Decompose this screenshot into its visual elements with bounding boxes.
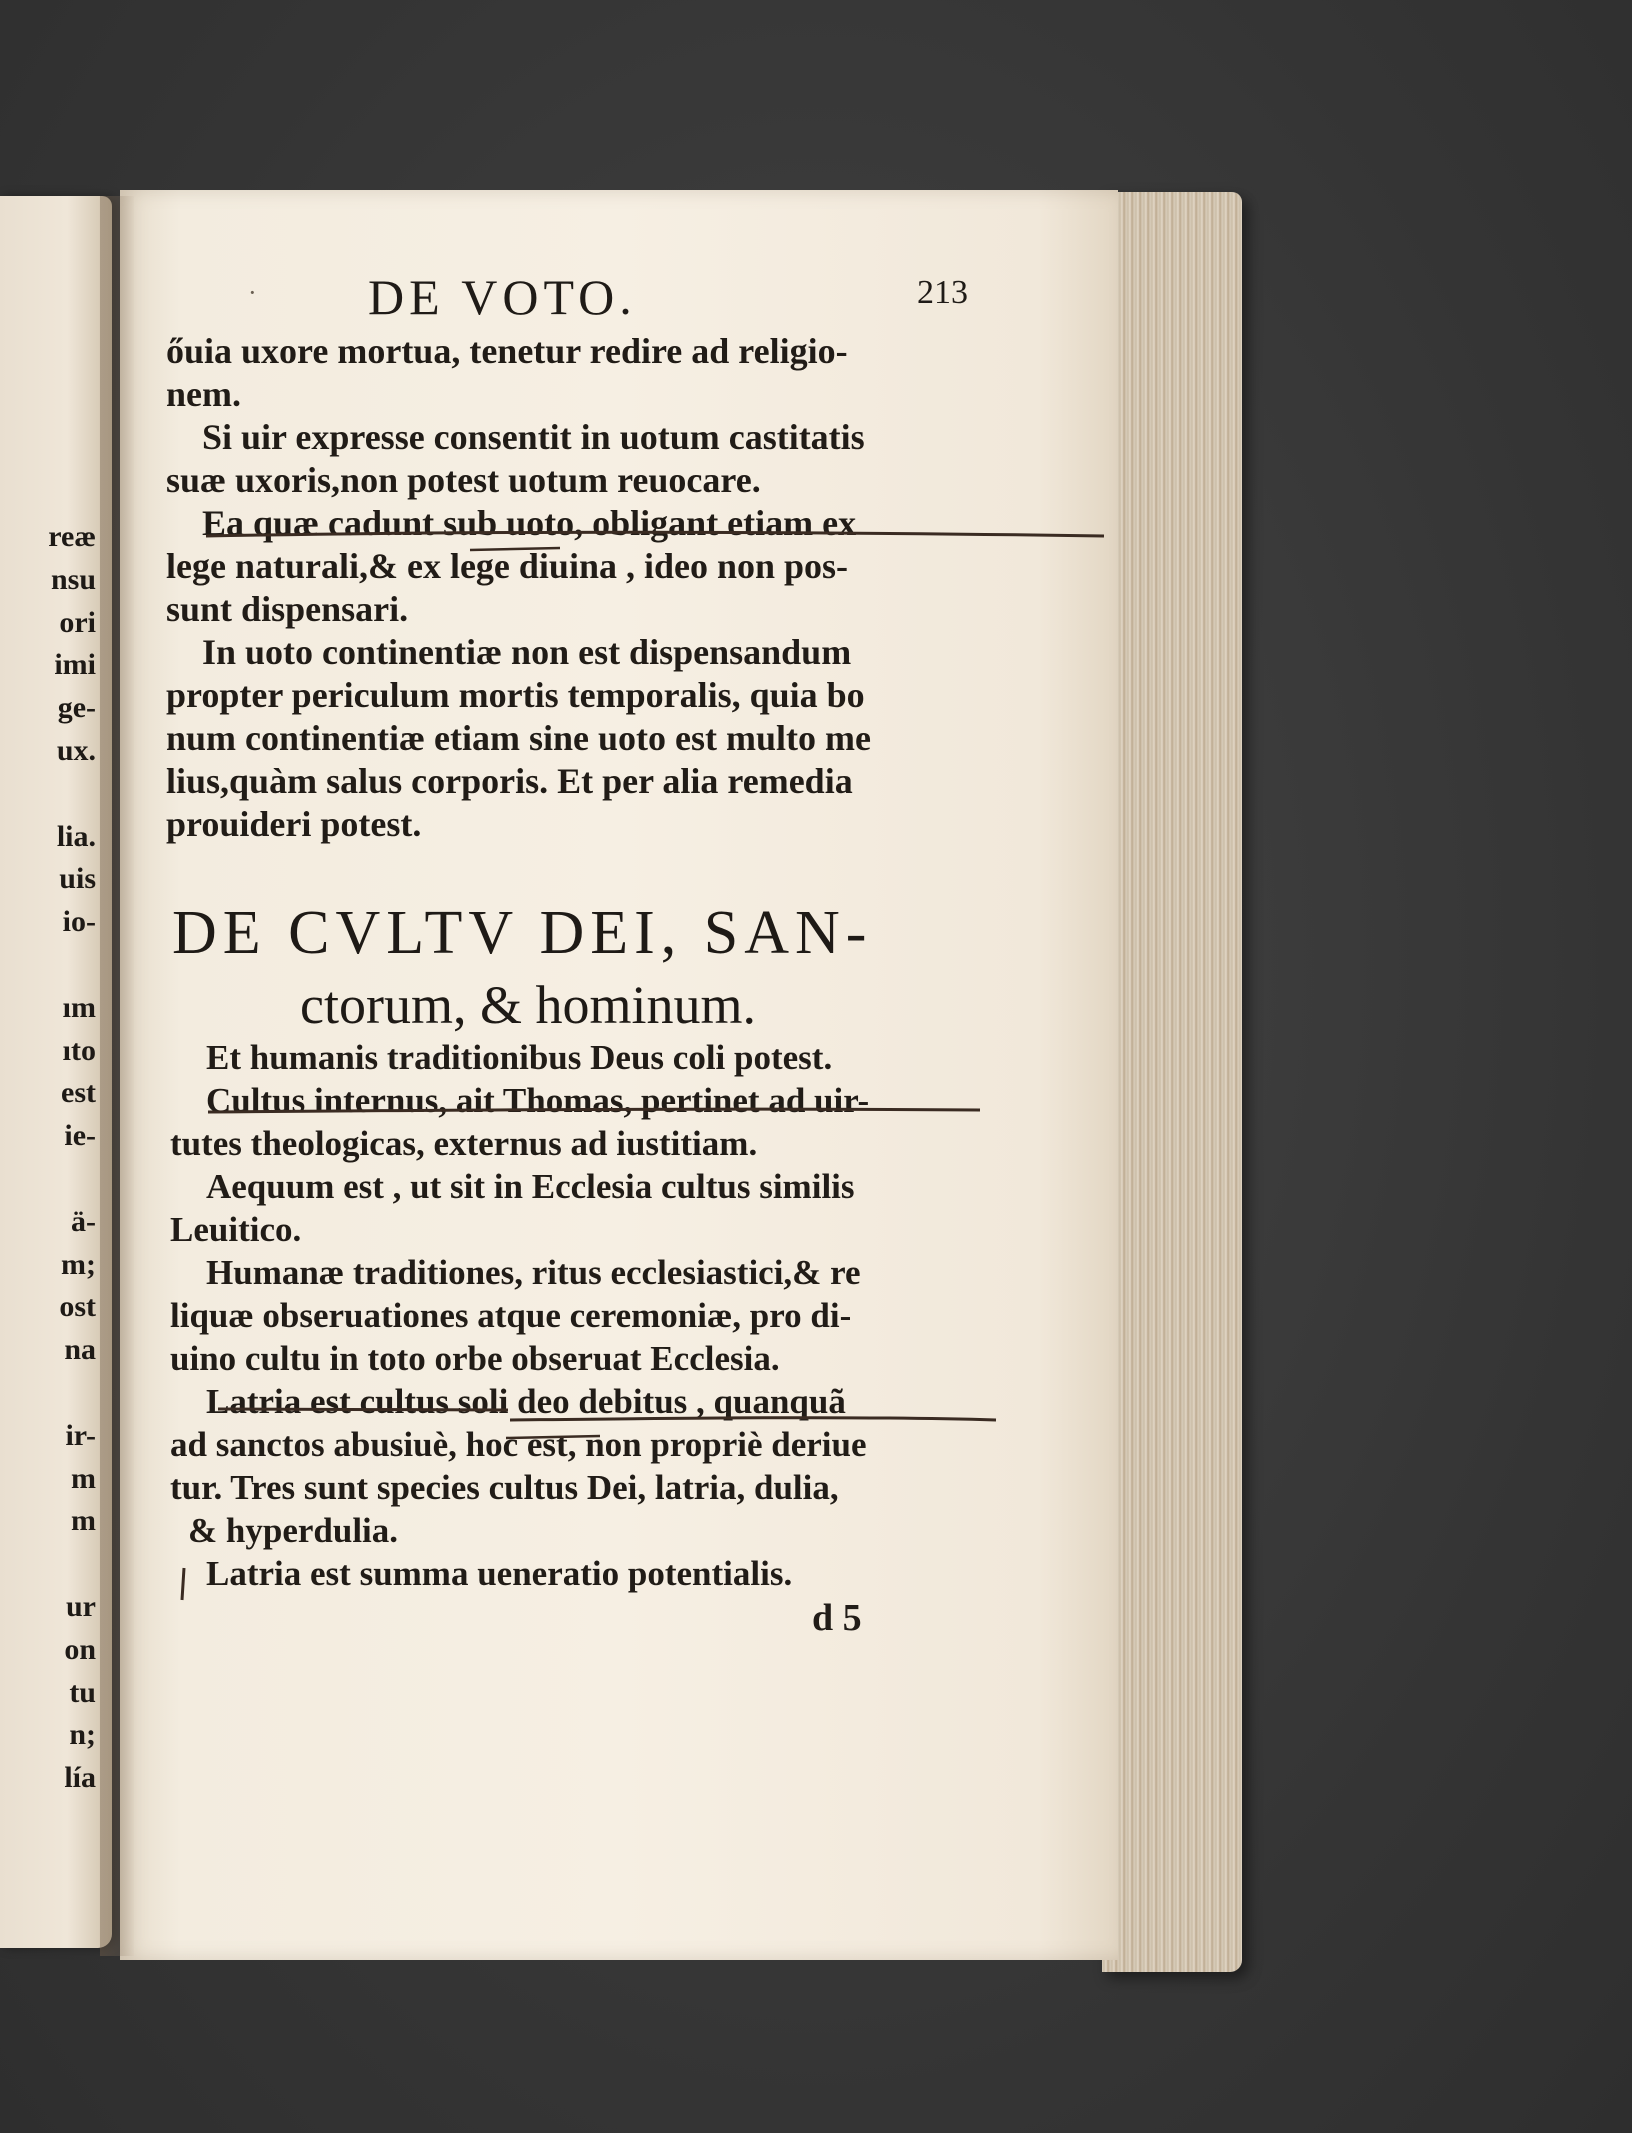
- text-line: Latria est cultus soli deo debitus , quanquã: [206, 1382, 846, 1421]
- left-fragment: ori: [59, 605, 96, 639]
- left-fragment: on: [64, 1632, 96, 1666]
- left-fragment: ıto: [62, 1033, 96, 1067]
- left-fragment: ge-: [57, 691, 96, 725]
- left-fragment: m;: [61, 1247, 96, 1281]
- text-line: Humanæ traditiones, ritus ecclesiastici,& re: [206, 1253, 861, 1292]
- section-heading-line-1: DE CVLTV DEI, SAN-: [172, 899, 873, 967]
- left-fragment: io-: [62, 905, 96, 939]
- folio-number: 213: [917, 274, 968, 311]
- left-fragment: ur: [66, 1589, 96, 1623]
- left-fragment: ä-: [71, 1204, 96, 1238]
- left-page: [0, 196, 112, 1948]
- text-line: tutes theologicas, externus ad iustitiam.: [170, 1124, 758, 1163]
- left-fragment: ım: [62, 990, 96, 1024]
- text-line: uino cultu in toto orbe obseruat Ecclesia.: [170, 1339, 780, 1378]
- text-line: sunt dispensari.: [166, 589, 409, 629]
- left-fragment: ir-: [65, 1418, 96, 1452]
- signature-mark: d 5: [812, 1597, 862, 1639]
- left-fragment: n;: [69, 1718, 96, 1752]
- section-heading: [172, 898, 992, 1040]
- left-fragment: [0, 773, 96, 816]
- text-line: Et humanis traditionibus Deus coli potest.: [206, 1038, 833, 1077]
- left-fragment: lía: [64, 1761, 96, 1795]
- left-fragment: [0, 1372, 96, 1415]
- text-line: Ea quæ cadunt sub uoto, obligant etiam ex: [202, 503, 857, 543]
- left-fragment: imi: [54, 648, 96, 682]
- text-line: num continentiæ etiam sine uoto est multo me: [166, 718, 871, 758]
- left-fragment: ux.: [56, 733, 96, 767]
- left-fragment: tu: [69, 1675, 96, 1709]
- left-fragment: m: [71, 1461, 96, 1495]
- text-line: lege naturali,& ex lege diuina , ideo non pos-: [166, 546, 849, 586]
- text-line: liquæ obseruationes atque ceremoniæ, pro di-: [170, 1296, 852, 1335]
- section-heading-line-2: ctorum, & hominum.: [300, 975, 756, 1035]
- text-line: Cultus internus, ait Thomas, pertinet ad uir-: [206, 1081, 870, 1120]
- left-fragment: nsu: [50, 562, 96, 596]
- text-line: Si uir expresse consentit in uotum castitatis: [202, 417, 865, 457]
- left-fragment: lia.: [56, 819, 96, 853]
- left-fragment: ost: [59, 1290, 96, 1324]
- text-line: Aequum est , ut sit in Ecclesia cultus similis: [206, 1167, 855, 1206]
- body-text-section-2: [170, 1036, 990, 1595]
- gutter-shadow: [100, 196, 134, 1956]
- page-block-edges: [1102, 192, 1242, 1972]
- left-page-text-fragments: [0, 516, 96, 1800]
- left-fragment: ie-: [64, 1119, 96, 1153]
- left-fragment: [0, 1543, 96, 1586]
- left-fragment: m: [71, 1504, 96, 1538]
- text-line: Latria est summa ueneratio potentialis.: [206, 1554, 793, 1593]
- body-text-section-1: [166, 330, 986, 846]
- text-line: & hyperdulia.: [188, 1511, 399, 1550]
- text-line: Leuitico.: [170, 1210, 302, 1249]
- text-line: prouideri potest.: [166, 804, 422, 844]
- left-fragment: reæ: [48, 520, 96, 553]
- text-line: In uoto continentiæ non est dispensandum: [202, 632, 852, 672]
- text-line: ad sanctos abusiuè, hoc est, non propriè deriue: [170, 1425, 867, 1464]
- text-line: propter periculum mortis temporalis, quia bo: [166, 675, 865, 715]
- left-fragment: [0, 1158, 96, 1201]
- text-line: tur. Tres sunt species cultus Dei, latria, dulia,: [170, 1468, 839, 1507]
- ornament-mark: ·: [248, 278, 262, 307]
- left-fragment: uis: [59, 862, 96, 896]
- text-line: nem.: [166, 374, 241, 414]
- text-line: őuia uxore mortua, tenetur redire ad religio-: [166, 331, 848, 371]
- left-fragment: na: [64, 1333, 96, 1367]
- running-head: [248, 268, 968, 324]
- text-line: lius,quàm salus corporis. Et per alia remedia: [166, 761, 853, 801]
- left-fragment: [0, 944, 96, 987]
- text-line: suæ uxoris,non potest uotum reuocare.: [166, 460, 761, 500]
- left-fragment: est: [61, 1076, 96, 1110]
- running-head-title: DE VOTO.: [368, 269, 637, 325]
